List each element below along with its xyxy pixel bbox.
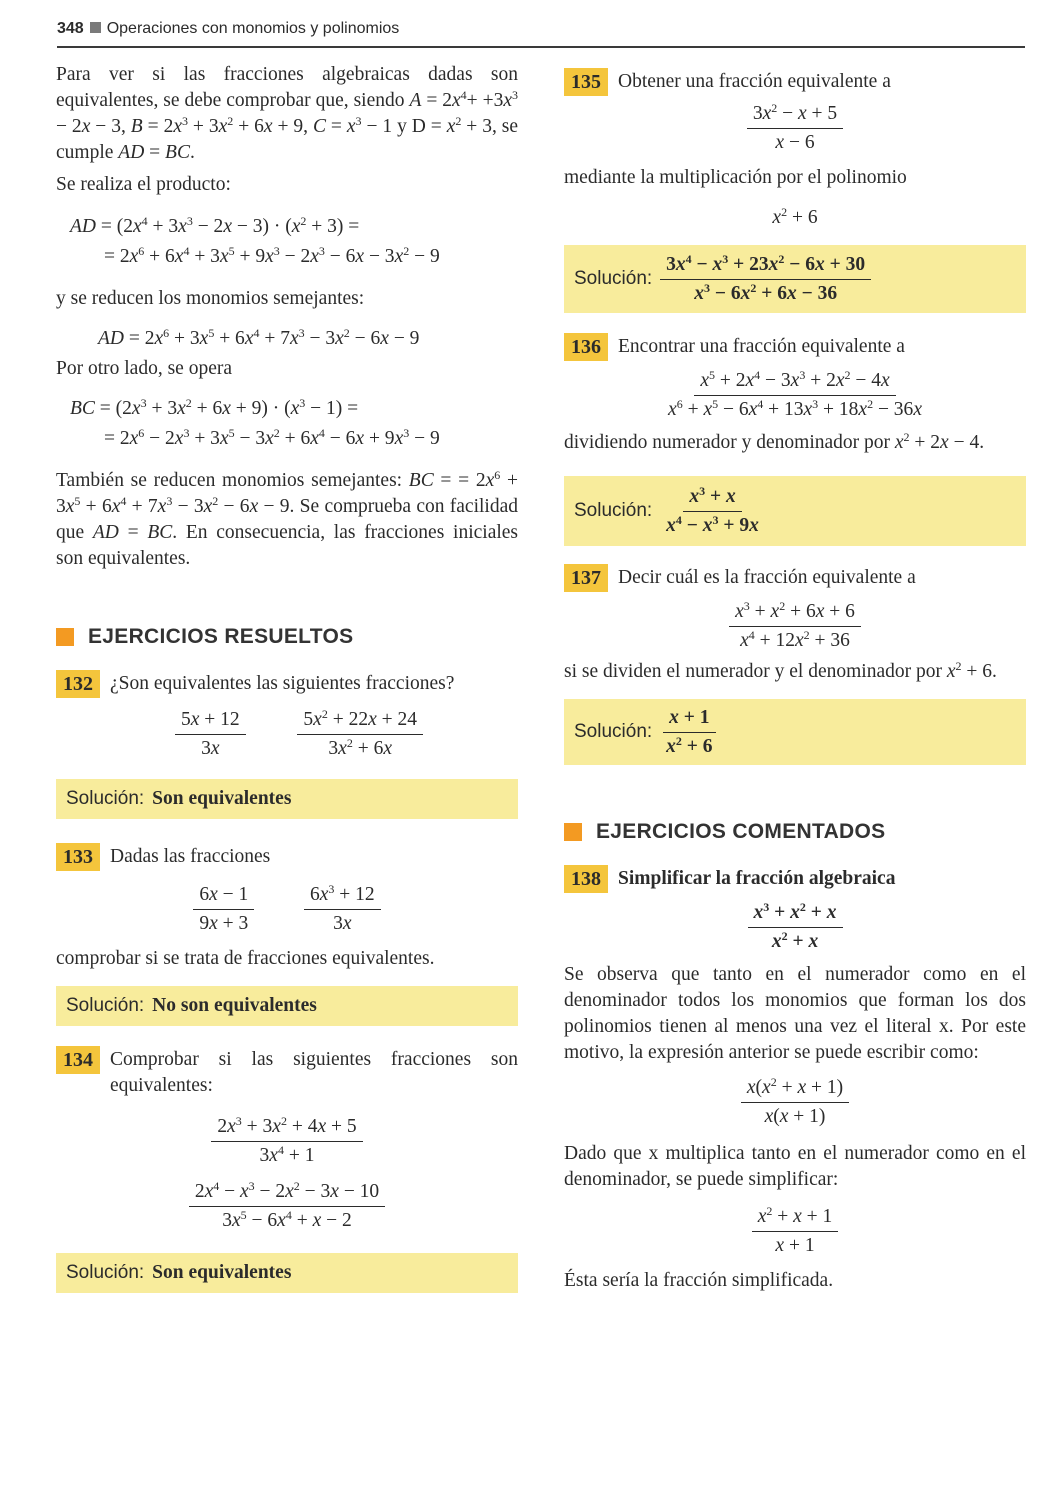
exercise-136: 136 Encontrar una fracción equivalente a — [564, 333, 1026, 361]
realiza-text: Se realiza el producto: — [56, 174, 231, 195]
exercise-138: 138 Simplificar la fracción algebraica — [564, 865, 1026, 893]
fractions-134: $\frac{2x^3 + 3x^2 + 4x + 5}{3x^4 + 1}$ $\frac{2x^4 - x^3 - 2x^2 - 3x - 10}{3x^5 - 6x^4 + x - 2}$ — [56, 1077, 518, 1235]
exercise-134: 134 Comprobar si las siguientes fracciones son equivalentes: — [56, 1046, 518, 1099]
paragraph-138-3: Ésta sería la fracción simplificada. — [564, 1270, 834, 1291]
solution-132: Solución: Son equivalentes — [56, 779, 518, 819]
exercise-number: 133 — [56, 843, 100, 871]
solution-136: Solución: $\frac{x^3 + x}{x^4 - x^3 + 9x}$ — [564, 476, 1026, 546]
fraction-138-simplified: $\frac{x^2 + x + 1}{x + 1}$ — [564, 1203, 1026, 1260]
after-137: si se dividen el numerador y el denominador por $x^2 + 6$. — [564, 659, 997, 682]
exercise-number: 135 — [564, 68, 608, 96]
fraction-137: $\frac{x^3 + x^2 + 6x + 6}{x^4 + 12x^2 + 36}$ — [564, 598, 1026, 655]
exercise-137: 137 Decir cuál es la fracción equivalente a — [564, 564, 1026, 592]
equation-ad-reduced: AD = $2x^6 + 3x^5 + 6x^4 + 7x^3 - 3x^2 - 6x - 9$ — [98, 326, 420, 349]
header-square-icon — [90, 22, 101, 33]
tambien-paragraph: También se reducen monomios semejantes: BC = = $2x^6 + 3x^5 + 6x^4 + 7x^3 - 3x^2 - 6x - 9$. Se comprueba con facilidad que AD = BC. En consecuencia, las fracciones iniciales son equivalentes. — [56, 468, 519, 569]
solution-133: Solución: No son equivalentes — [56, 986, 518, 1026]
left-column — [56, 62, 518, 1293]
right-column — [564, 68, 1026, 1294]
page-header — [57, 20, 1025, 48]
fraction-136: $\frac{x^5 + 2x^4 - 3x^3 + 2x^2 - 4x}{x^6 + x^5 - 6x^4 + 13x^3 + 18x^2 - 36x}$ — [668, 368, 922, 420]
after-136: dividiendo numerador y denominador por $x^2 + 2x - 4$. — [564, 430, 985, 453]
exercise-133: 133 Dadas las fracciones — [56, 843, 518, 871]
solution-134: Solución: Son equivalentes — [56, 1253, 518, 1293]
section-square-icon — [564, 823, 582, 841]
exercise-number: 138 — [564, 865, 608, 893]
section-square-icon — [56, 628, 74, 646]
solution-135: Solución: $\frac{3x^4 - x^3 + 23x^2 - 6x + 30}{x^3 - 6x^2 + 6x - 36}$ — [564, 245, 1026, 313]
fraction-138-factored: $\frac{x(x^2 + x + 1)}{x(x + 1)}$ — [564, 1074, 1026, 1131]
paragraph-138-2: Dado que x multiplica tanto en el numerador como en el denominador, se puede simplificar: — [564, 1143, 1026, 1190]
fraction-138: $\frac{x^3 + x^2 + x}{x^2 + x}$ — [564, 899, 1026, 956]
after-133: comprobar si se trata de fracciones equivalentes. — [56, 948, 435, 969]
after-135: mediante la multiplicación por el polinomio — [564, 167, 907, 188]
solution-137: Solución: $\frac{x + 1}{x^2 + 6}$ — [564, 699, 1026, 765]
exercise-number: 136 — [564, 333, 608, 361]
polynomial-135: $x^2 + 6$ — [772, 205, 818, 228]
otro-lado-text: Por otro lado, se opera — [56, 358, 232, 379]
equation-ad: AD = $(2x^4 + 3x^3 - 2x - 3) \cdot (x^2 + 3)$ = = $2x^6 + 6x^4 + 3x^5 + 9x^3 - 2x^3 - 6x - 3x^2 - 9$ — [70, 214, 440, 267]
exercise-135: 135 Obtener una fracción equivalente a — [564, 68, 1026, 96]
intro-paragraph: Para ver si las fracciones algebraicas dadas son equivalentes, se debe comprobar que, siendo $A = 2x^4+ +3x^3 - 2x - 3$, $B = 2x^3 + 3x^2 + 6x + 9$, $C = x^3 - 1$ y $D = x^2 + 3$, se cumple AD = BC. — [56, 64, 519, 163]
header-title: Operaciones con monomios y polinomios — [106, 20, 400, 37]
equation-bc: BC = $(2x^3 + 3x^2 + 6x + 9) \cdot (x^3 - 1)$ = = $2x^6 - 2x^3 + 3x^5 - 3x^2 + 6x^4 - 6x + 9x^3 - 9$ — [70, 396, 440, 449]
fractions-132: $\frac{5x + 12}{3x}$ $\frac{5x^2 + 22x + 24}{3x^2 + 6x}$ — [56, 706, 518, 763]
reducen-text: y se reducen los monomios semejantes: — [56, 288, 365, 309]
section-ejercicios-resueltos: EJERCICIOS RESUELTOS — [56, 624, 518, 650]
exercise-number: 137 — [564, 564, 608, 592]
exercise-number: 132 — [56, 670, 100, 698]
section-ejercicios-comentados: EJERCICIOS COMENTADOS — [564, 819, 1026, 845]
page-number: 348 — [57, 20, 84, 37]
fractions-133: $\frac{6x - 1}{9x + 3}$ $\frac{6x^3 + 12}{3x}$ — [56, 881, 518, 938]
exercise-number: 134 — [56, 1046, 100, 1074]
fraction-135: $\frac{3x^2 - x + 5}{x - 6}$ — [564, 100, 1026, 157]
exercise-132: 132 ¿Son equivalentes las siguientes fracciones? — [56, 670, 518, 698]
paragraph-138-1: Se observa que tanto en el numerador como en el denominador todos los monomios que forman los dos polinomios tienen al menos una vez el literal x. Por este motivo, la expresión anterior se puede escribir como: — [564, 964, 1026, 1063]
